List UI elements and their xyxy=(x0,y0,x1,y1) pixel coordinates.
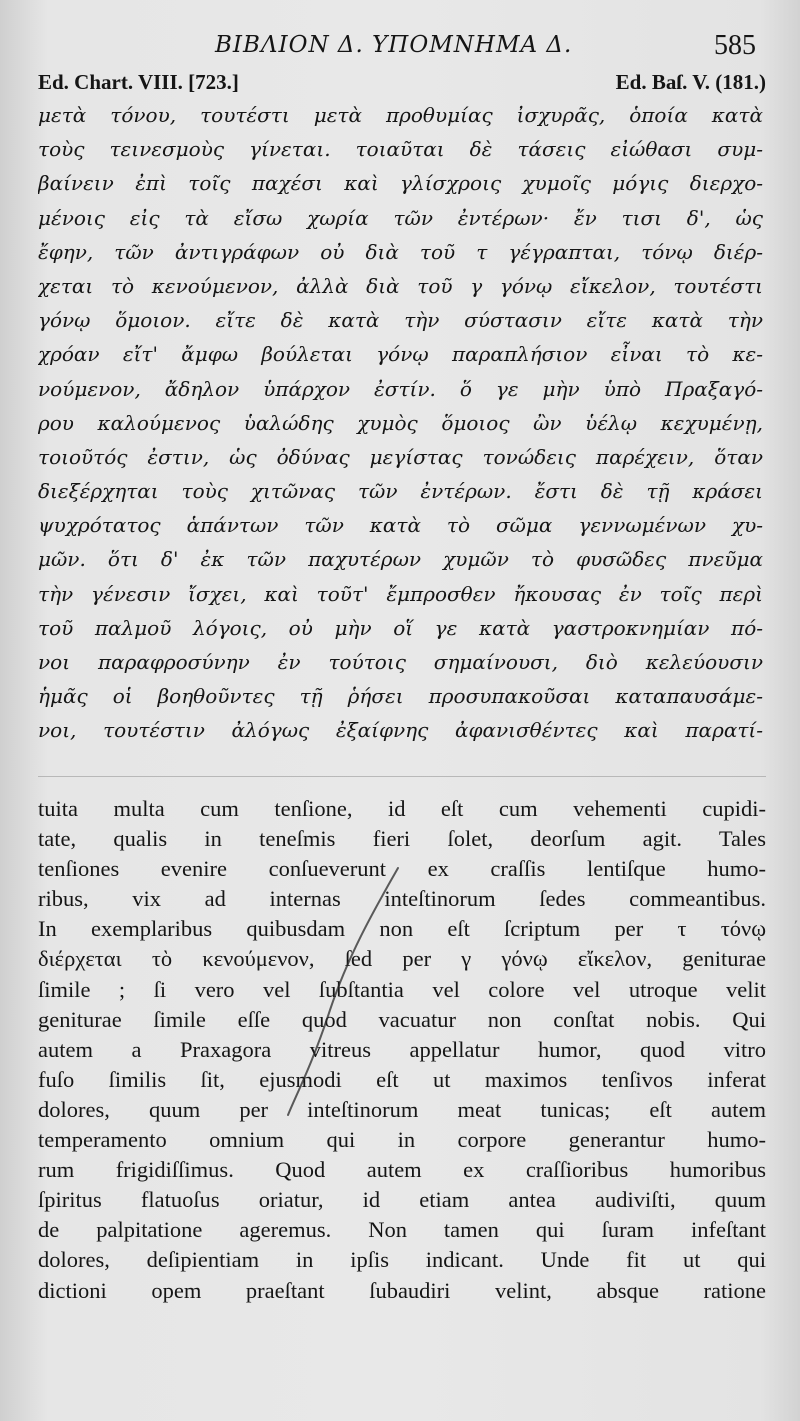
edition-reference-basel: Ed. Baſ. V. (181.) xyxy=(615,70,766,94)
latin-line: διέρχεται τὸ κενούμενον, ſed per γ γόνῳ εἴκελον, geniturae xyxy=(38,946,766,972)
latin-line: ribus, vix ad internas inteſtinorum ſedes commeantibus. xyxy=(38,886,766,912)
greek-line: μετὰ τόνου, τουτέστι μετὰ προθυμίας ἰσχυρᾶς, ὁποία κατὰ xyxy=(38,103,763,127)
latin-line: temperamento omnium qui in corpore generantur humo- xyxy=(38,1127,766,1153)
latin-line: dictioni opem praeſtant ſubaudiri velint, absque ratione xyxy=(38,1277,766,1303)
greek-line: τοιοῦτός ἐστιν, ὡς ὀδύνας μεγίστας τονώδεις παρέχειν, ὅταν xyxy=(38,444,763,469)
latin-text-block xyxy=(38,794,766,1306)
greek-line: τοῦ παλμοῦ λόγοις, οὐ μὴν οἵ γε κατὰ γαστροκνημίαν πό- xyxy=(38,615,763,640)
latin-line: ſimile ; ſi vero vel ſubſtantia vel colore vel utroque velit xyxy=(38,976,766,1002)
greek-line: νοι παραφροσύνην ἐν τούτοις σημαίνουσι, διὸ κελεύουσιν xyxy=(38,650,763,674)
greek-line: μένοις εἰς τὰ εἴσω χωρία τῶν ἐντέρων· ἔν τισι δ', ὡς xyxy=(38,205,763,230)
greek-line: ρου καλούμενος ὑαλώδης χυμὸς ὅμοιος ὢν ὑέλῳ κεχυμένῃ, xyxy=(38,410,763,435)
latin-line: tenſiones evenire conſueverunt ex craſſis lentiſque humo- xyxy=(38,856,766,882)
edition-reference-line xyxy=(38,70,766,98)
latin-line: dolores, quum per inteſtinorum meat tunicas; eſt autem xyxy=(38,1096,766,1122)
running-title: ΒΙΒΛΙΟΝ Δ. ΥΠΟΜΝΗΜΑ Δ. xyxy=(215,32,573,58)
greek-line: διεξέρχηται τοὺς χιτῶνας τῶν ἐντέρων. ἔστι δὲ τῇ κράσει xyxy=(38,479,763,504)
latin-line: tate, qualis in teneſmis fieri ſolet, deorſum agit. Tales xyxy=(38,826,766,852)
latin-line: fuſo ſimilis ſit, ejusmodi eſt ut maximos tenſivos inferat xyxy=(38,1066,766,1092)
latin-line: In exemplaribus quibusdam non eſt ſcriptum per τ τόνῳ xyxy=(38,916,766,942)
latin-line: rum frigidiſſimus. Quod autem ex craſſioribus humoribus xyxy=(38,1157,766,1183)
latin-line: geniturae ſimile eſſe quod vacuatur non conſtat nobis. Qui xyxy=(38,1006,766,1032)
greek-line: ἡμᾶς οἱ βοηθοῦντες τῇ ῥήσει προσυπακοῦσαι καταπαυσάμε- xyxy=(38,684,763,709)
page-number: 585 xyxy=(714,30,756,61)
section-divider xyxy=(38,776,766,777)
page-header xyxy=(0,28,800,68)
greek-text-block xyxy=(38,98,763,748)
latin-line: de palpitatione ageremus. Non tamen qui ſuram infeſtant xyxy=(38,1217,766,1243)
latin-line: tuita multa cum tenſione, id eſt cum vehementi cupidi- xyxy=(38,796,766,821)
greek-line: νοι, τουτέστιν ἀλόγως ἐξαίφνης ἀφανισθέντες καὶ παρατί- xyxy=(38,718,763,743)
latin-line: dolores, deſipientiam in ipſis indicant. Unde fit ut qui xyxy=(38,1247,766,1273)
greek-line: βαίνειν ἐπὶ τοῖς παχέσι καὶ γλίσχροις χυμοῖς μόγις διερχο- xyxy=(38,171,763,196)
greek-line: μῶν. ὅτι δ' ἐκ τῶν παχυτέρων χυμῶν τὸ φυσῶδες πνεῦμα xyxy=(38,547,763,572)
latin-line: autem a Praxagora vitreus appellatur humor, quod vitro xyxy=(38,1036,766,1062)
greek-line: ψυχρότατος ἁπάντων τῶν κατὰ τὸ σῶμα γεννωμένων χυ- xyxy=(38,513,763,538)
greek-line: ἔφην, τῶν ἀντιγράφων οὐ διὰ τοῦ τ γέγραπται, τόνῳ διέρ- xyxy=(38,239,763,264)
greek-line: γόνῳ ὅμοιον. εἴτε δὲ κατὰ τὴν σύστασιν εἴτε κατὰ τὴν xyxy=(38,308,763,333)
greek-line: χρόαν εἴτ' ἄμφω βούλεται γόνῳ παραπλήσιον εἶναι τὸ κε- xyxy=(38,342,763,367)
greek-line: τοὺς τεινεσμοὺς γίνεται. τοιαῦται δὲ τάσεις εἰώθασι συμ- xyxy=(38,137,763,162)
edition-reference-chartier: Ed. Chart. VIII. [723.] xyxy=(38,70,239,94)
greek-line: νούμενον, ἄδηλον ὑπάρχον ἐστίν. ὅ γε μὴν ὑπὸ Πραξαγό- xyxy=(38,376,763,401)
latin-line: ſpiritus flatuoſus oriatur, id etiam antea audiviſti, quum xyxy=(38,1187,766,1213)
greek-line: τὴν γένεσιν ἴσχει, καὶ τοῦτ' ἔμπροσθεν ἤκουσας ἐν τοῖς περὶ xyxy=(38,581,763,606)
greek-line: χεται τὸ κενούμενον, ἀλλὰ διὰ τοῦ γ γόνῳ εἴκελον, τουτέστι xyxy=(38,273,763,298)
